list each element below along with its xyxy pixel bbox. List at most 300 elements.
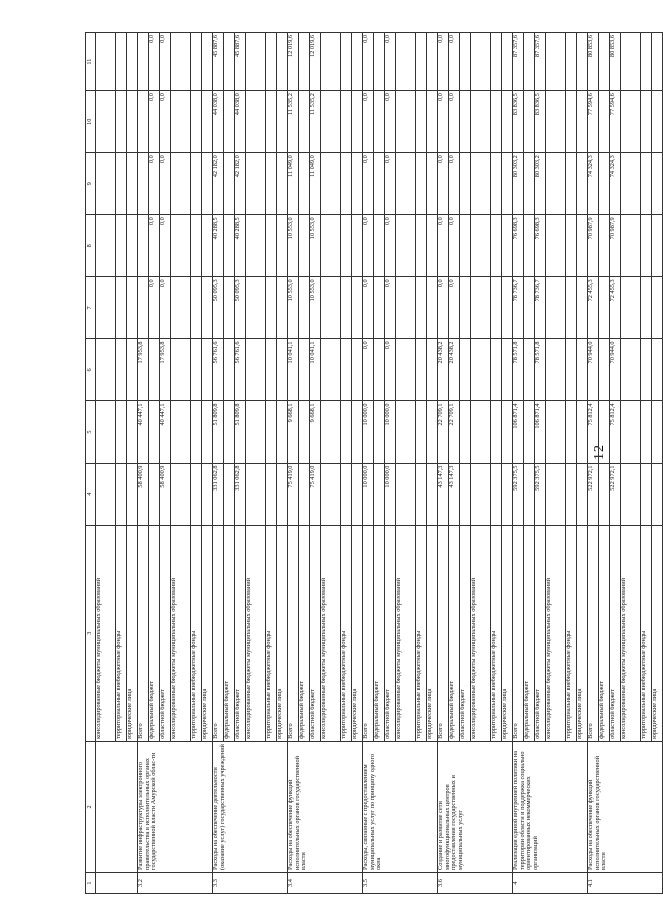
amount-cell: 83 836,5: [513, 91, 524, 153]
amount-cell: [277, 339, 288, 401]
amount-cell: [138, 153, 149, 215]
amount-cell: 50 095,3: [235, 277, 246, 339]
amount-cell: [277, 401, 288, 463]
amount-cell: [374, 277, 385, 339]
funding-source-cell: юридические лица: [277, 525, 288, 741]
amount-cell: 10 553,0: [288, 215, 299, 277]
amount-cell: [96, 401, 116, 463]
amount-cell: [246, 339, 266, 401]
funding-source-cell: консолидированные бюджеты муниципальных образований: [471, 525, 491, 741]
amount-cell: [96, 153, 116, 215]
amount-cell: [396, 33, 416, 91]
amount-cell: [427, 33, 438, 91]
row-name-cell: Создание и развитие сети многофункциональных центров предоставления государственных и муниципальных услуг: [438, 741, 513, 872]
amount-cell: [149, 339, 160, 401]
row-number-cell: 4.1: [588, 872, 663, 893]
amount-cell: [524, 401, 535, 463]
amount-cell: 78 571,8: [513, 339, 524, 401]
amount-cell: [652, 339, 663, 401]
amount-cell: 11 535,2: [310, 91, 321, 153]
amount-cell: [460, 215, 471, 277]
amount-cell: [502, 215, 513, 277]
amount-cell: 0,0: [363, 277, 374, 339]
amount-cell: 0,0: [449, 215, 460, 277]
amount-cell: [224, 463, 235, 525]
amount-cell: [321, 91, 341, 153]
amount-cell: [491, 277, 502, 339]
amount-cell: 70 944,0: [610, 339, 621, 401]
amount-cell: [246, 463, 266, 525]
amount-cell: [96, 215, 116, 277]
amount-cell: 0,0: [438, 33, 449, 91]
amount-cell: [577, 33, 588, 91]
amount-cell: [149, 463, 160, 525]
amount-cell: [341, 401, 352, 463]
amount-cell: [191, 463, 202, 525]
amount-cell: [171, 277, 191, 339]
amount-cell: [266, 463, 277, 525]
amount-cell: 10 553,0: [288, 277, 299, 339]
amount-cell: 83 836,5: [535, 91, 546, 153]
row-number-cell: 3.6: [438, 872, 513, 893]
amount-cell: [566, 215, 577, 277]
amount-cell: [621, 401, 641, 463]
amount-cell: 10 000,0: [363, 401, 374, 463]
funding-source-cell: территориальные внебюджетные фонды: [416, 525, 427, 741]
amount-cell: 0,0: [385, 215, 396, 277]
amount-cell: [266, 277, 277, 339]
amount-cell: [427, 339, 438, 401]
amount-cell: [396, 339, 416, 401]
amount-cell: [341, 277, 352, 339]
amount-cell: [621, 339, 641, 401]
amount-cell: 22 709,1: [449, 401, 460, 463]
row-number-cell: [96, 872, 138, 893]
amount-cell: [171, 215, 191, 277]
amount-cell: [546, 91, 566, 153]
amount-cell: [524, 153, 535, 215]
amount-cell: [416, 33, 427, 91]
amount-cell: [599, 277, 610, 339]
amount-cell: [96, 33, 116, 91]
amount-cell: 592 375,5: [535, 463, 546, 525]
funding-source-cell: федеральный бюджет: [374, 525, 385, 741]
amount-cell: [546, 33, 566, 91]
amount-cell: 76 698,3: [513, 215, 524, 277]
amount-cell: [396, 463, 416, 525]
amount-cell: 75 812,4: [588, 401, 599, 463]
amount-cell: [127, 215, 138, 277]
amount-cell: 11 049,0: [310, 153, 321, 215]
amount-cell: [277, 33, 288, 91]
amount-cell: [202, 153, 213, 215]
amount-cell: [396, 277, 416, 339]
amount-cell: [277, 463, 288, 525]
amount-cell: [299, 339, 310, 401]
amount-cell: [471, 401, 491, 463]
amount-cell: 56 761,6: [213, 339, 224, 401]
amount-cell: [127, 463, 138, 525]
column-number-cell: 3: [86, 525, 96, 741]
amount-cell: [599, 153, 610, 215]
funding-source-cell: территориальные внебюджетные фонды: [266, 525, 277, 741]
amount-cell: [546, 339, 566, 401]
funding-source-cell: юридические лица: [352, 525, 363, 741]
amount-cell: [116, 463, 127, 525]
amount-cell: [460, 91, 471, 153]
row-name-cell: Расходы, связанные с предоставлением муниципальных услуг по принципу одного окна: [363, 741, 438, 872]
amount-cell: 20 438,2: [438, 339, 449, 401]
amount-cell: [321, 463, 341, 525]
funding-source-cell: консолидированные бюджеты муниципальных образований: [621, 525, 641, 741]
amount-cell: [566, 33, 577, 91]
amount-cell: 522 972,1: [588, 463, 599, 525]
amount-cell: 9 668,1: [288, 401, 299, 463]
amount-cell: [524, 91, 535, 153]
amount-cell: [641, 401, 652, 463]
amount-cell: [577, 463, 588, 525]
amount-cell: [546, 215, 566, 277]
amount-cell: [299, 33, 310, 91]
amount-cell: [352, 215, 363, 277]
amount-cell: 0,0: [438, 153, 449, 215]
amount-cell: 40 447,1: [138, 401, 149, 463]
table-row: [96, 33, 116, 894]
amount-cell: 0,0: [160, 277, 171, 339]
amount-cell: 0,0: [385, 153, 396, 215]
amount-cell: [524, 277, 535, 339]
funding-source-cell: Всего: [438, 525, 449, 741]
amount-cell: [374, 401, 385, 463]
amount-cell: [641, 277, 652, 339]
funding-source-cell: Всего: [363, 525, 374, 741]
page-number: 12: [592, 444, 607, 460]
amount-cell: [116, 33, 127, 91]
amount-cell: 10 553,0: [310, 215, 321, 277]
amount-cell: 56 761,6: [235, 339, 246, 401]
amount-cell: 522 972,1: [610, 463, 621, 525]
amount-cell: 40 288,5: [235, 215, 246, 277]
amount-cell: 10 000,0: [385, 463, 396, 525]
amount-cell: 11 049,0: [288, 153, 299, 215]
funding-source-cell: федеральный бюджет: [299, 525, 310, 741]
amount-cell: [427, 463, 438, 525]
amount-cell: 9 668,1: [310, 401, 321, 463]
amount-cell: 0,0: [160, 215, 171, 277]
amount-cell: [191, 33, 202, 91]
row-name-cell: Расходы на обеспечение деятельности (оказание услуг) государственных учреждений: [213, 741, 288, 872]
amount-cell: [96, 463, 116, 525]
amount-cell: [191, 91, 202, 153]
amount-cell: 0,0: [149, 277, 160, 339]
amount-cell: [396, 91, 416, 153]
funding-source-cell: областной бюджет: [160, 525, 171, 741]
amount-cell: [621, 215, 641, 277]
amount-cell: [224, 277, 235, 339]
amount-cell: [524, 339, 535, 401]
amount-cell: [416, 463, 427, 525]
amount-cell: 75 812,4: [610, 401, 621, 463]
amount-cell: 77 594,6: [588, 91, 599, 153]
amount-cell: 0,0: [438, 91, 449, 153]
funding-source-cell: юридические лица: [577, 525, 588, 741]
amount-cell: 10 041,1: [288, 339, 299, 401]
amount-cell: [246, 91, 266, 153]
funding-source-cell: федеральный бюджет: [449, 525, 460, 741]
amount-cell: 42 182,0: [235, 153, 246, 215]
funding-source-cell: областной бюджет: [310, 525, 321, 741]
amount-cell: [491, 33, 502, 91]
amount-cell: [374, 215, 385, 277]
amount-cell: [577, 339, 588, 401]
amount-cell: 12 019,6: [288, 33, 299, 91]
amount-cell: 75 419,0: [310, 463, 321, 525]
amount-cell: [599, 33, 610, 91]
funding-source-cell: Всего: [213, 525, 224, 741]
amount-cell: 72 455,3: [588, 277, 599, 339]
amount-cell: [471, 339, 491, 401]
funding-source-cell: юридические лица: [202, 525, 213, 741]
amount-cell: [460, 33, 471, 91]
amount-cell: [138, 215, 149, 277]
amount-cell: [577, 215, 588, 277]
amount-cell: [416, 277, 427, 339]
amount-cell: 0,0: [363, 153, 374, 215]
amount-cell: [502, 91, 513, 153]
amount-cell: [427, 277, 438, 339]
column-number-cell: 4: [86, 463, 96, 525]
amount-cell: [416, 401, 427, 463]
amount-cell: 40 288,5: [213, 215, 224, 277]
column-number-cell: 8: [86, 215, 96, 277]
amount-cell: [116, 91, 127, 153]
amount-cell: [171, 401, 191, 463]
amount-cell: 10 000,0: [385, 401, 396, 463]
amount-cell: [127, 91, 138, 153]
amount-cell: [299, 215, 310, 277]
amount-cell: [652, 401, 663, 463]
amount-cell: [502, 463, 513, 525]
amount-cell: [341, 463, 352, 525]
amount-cell: [246, 401, 266, 463]
row-number-cell: 3.4: [288, 872, 363, 893]
funding-source-cell: консолидированные бюджеты муниципальных образований: [246, 525, 266, 741]
amount-cell: [641, 215, 652, 277]
column-number-cell: 2: [86, 741, 96, 872]
amount-cell: [491, 91, 502, 153]
amount-cell: 76 698,3: [535, 215, 546, 277]
row-name-cell: Расходы на обеспечение функций исполнительных органов государственной власти: [288, 741, 363, 872]
column-number-cell: 10: [86, 91, 96, 153]
amount-cell: 10 000,0: [363, 463, 374, 525]
amount-cell: 50 095,3: [213, 277, 224, 339]
funding-source-cell: юридические лица: [502, 525, 513, 741]
amount-cell: [277, 153, 288, 215]
amount-cell: [566, 153, 577, 215]
amount-cell: 43 147,3: [449, 463, 460, 525]
funding-source-cell: Всего: [588, 525, 599, 741]
amount-cell: [491, 215, 502, 277]
amount-cell: [502, 339, 513, 401]
funding-source-cell: юридические лица: [127, 525, 138, 741]
funding-source-cell: федеральный бюджет: [599, 525, 610, 741]
amount-cell: [652, 277, 663, 339]
amount-cell: 0,0: [385, 33, 396, 91]
amount-cell: [202, 33, 213, 91]
amount-cell: [352, 401, 363, 463]
amount-cell: [652, 463, 663, 525]
amount-cell: [266, 339, 277, 401]
amount-cell: 70 944,0: [588, 339, 599, 401]
amount-cell: [116, 277, 127, 339]
amount-cell: [321, 153, 341, 215]
amount-cell: [652, 33, 663, 91]
column-number-cell: 9: [86, 153, 96, 215]
amount-cell: [460, 339, 471, 401]
amount-cell: 74 324,3: [610, 153, 621, 215]
amount-cell: [641, 339, 652, 401]
amount-cell: 0,0: [149, 215, 160, 277]
amount-cell: [224, 153, 235, 215]
amount-cell: 0,0: [438, 277, 449, 339]
amount-cell: [641, 33, 652, 91]
amount-cell: [277, 215, 288, 277]
amount-cell: [652, 153, 663, 215]
amount-cell: [502, 277, 513, 339]
funding-source-cell: юридические лица: [652, 525, 663, 741]
amount-cell: 12 019,6: [310, 33, 321, 91]
amount-cell: 40 447,1: [160, 401, 171, 463]
amount-cell: [246, 215, 266, 277]
amount-cell: [202, 215, 213, 277]
amount-cell: 0,0: [449, 91, 460, 153]
amount-cell: 10 041,1: [310, 339, 321, 401]
amount-cell: [502, 33, 513, 91]
funding-source-cell: территориальные внебюджетные фонды: [116, 525, 127, 741]
amount-cell: [96, 277, 116, 339]
amount-cell: 17 953,8: [160, 339, 171, 401]
amount-cell: [460, 463, 471, 525]
amount-cell: [191, 339, 202, 401]
amount-cell: [191, 153, 202, 215]
amount-cell: [224, 215, 235, 277]
amount-cell: 0,0: [385, 91, 396, 153]
amount-cell: [641, 91, 652, 153]
amount-cell: [171, 463, 191, 525]
amount-cell: 0,0: [149, 91, 160, 153]
amount-cell: 0,0: [149, 33, 160, 91]
amount-cell: [341, 339, 352, 401]
amount-cell: [374, 153, 385, 215]
row-name-cell: [96, 741, 138, 872]
table-row: [138, 33, 149, 894]
amount-cell: [127, 153, 138, 215]
amount-cell: [299, 153, 310, 215]
amount-cell: 74 324,3: [588, 153, 599, 215]
row-number-cell: 3.5: [363, 872, 438, 893]
amount-cell: [427, 91, 438, 153]
amount-cell: [96, 339, 116, 401]
funding-source-cell: областной бюджет: [535, 525, 546, 741]
amount-cell: [96, 91, 116, 153]
funding-source-cell: территориальные внебюджетные фонды: [566, 525, 577, 741]
amount-cell: [352, 463, 363, 525]
amount-cell: [471, 91, 491, 153]
amount-cell: [416, 215, 427, 277]
table-row: [363, 33, 374, 894]
amount-cell: [116, 339, 127, 401]
amount-cell: 0,0: [385, 277, 396, 339]
table-container: [85, 32, 658, 894]
amount-cell: 0,0: [363, 339, 374, 401]
amount-cell: [374, 463, 385, 525]
amount-cell: [202, 401, 213, 463]
amount-cell: 106 871,4: [513, 401, 524, 463]
amount-cell: 58 400,9: [160, 463, 171, 525]
amount-cell: [299, 91, 310, 153]
funding-source-cell: территориальные внебюджетные фонды: [491, 525, 502, 741]
amount-cell: 22 709,1: [438, 401, 449, 463]
amount-cell: [566, 339, 577, 401]
amount-cell: [416, 153, 427, 215]
amount-cell: [266, 33, 277, 91]
amount-cell: [191, 215, 202, 277]
amount-cell: [566, 401, 577, 463]
amount-cell: 0,0: [363, 215, 374, 277]
amount-cell: 10 553,0: [310, 277, 321, 339]
amount-cell: [621, 463, 641, 525]
amount-cell: [224, 339, 235, 401]
amount-cell: [524, 33, 535, 91]
amount-cell: 51 809,8: [213, 401, 224, 463]
funding-source-cell: консолидированные бюджеты муниципальных образований: [96, 525, 116, 741]
amount-cell: [352, 153, 363, 215]
amount-cell: 87 357,6: [513, 33, 524, 91]
amount-cell: [138, 33, 149, 91]
amount-cell: [202, 339, 213, 401]
amount-cell: [621, 91, 641, 153]
amount-cell: [621, 33, 641, 91]
column-number-cell: 5: [86, 401, 96, 463]
amount-cell: [224, 91, 235, 153]
amount-cell: 75 419,0: [288, 463, 299, 525]
amount-cell: 0,0: [160, 33, 171, 91]
funding-source-cell: территориальные внебюджетные фонды: [191, 525, 202, 741]
amount-cell: [374, 33, 385, 91]
amount-cell: 592 375,5: [513, 463, 524, 525]
amount-cell: [299, 277, 310, 339]
amount-cell: [566, 277, 577, 339]
amount-cell: [321, 401, 341, 463]
funding-source-cell: областной бюджет: [235, 525, 246, 741]
amount-cell: [116, 215, 127, 277]
amount-cell: [546, 401, 566, 463]
row-number-cell: 3.2: [138, 872, 213, 893]
amount-cell: [396, 153, 416, 215]
amount-cell: [341, 33, 352, 91]
amount-cell: [502, 153, 513, 215]
amount-cell: [138, 91, 149, 153]
amount-cell: [277, 277, 288, 339]
amount-cell: [266, 153, 277, 215]
funding-source-cell: областной бюджет: [385, 525, 396, 741]
amount-cell: [202, 91, 213, 153]
funding-source-cell: Всего: [513, 525, 524, 741]
amount-cell: [321, 215, 341, 277]
funding-source-cell: территориальные внебюджетные фонды: [341, 525, 352, 741]
amount-cell: [546, 463, 566, 525]
amount-cell: [352, 277, 363, 339]
